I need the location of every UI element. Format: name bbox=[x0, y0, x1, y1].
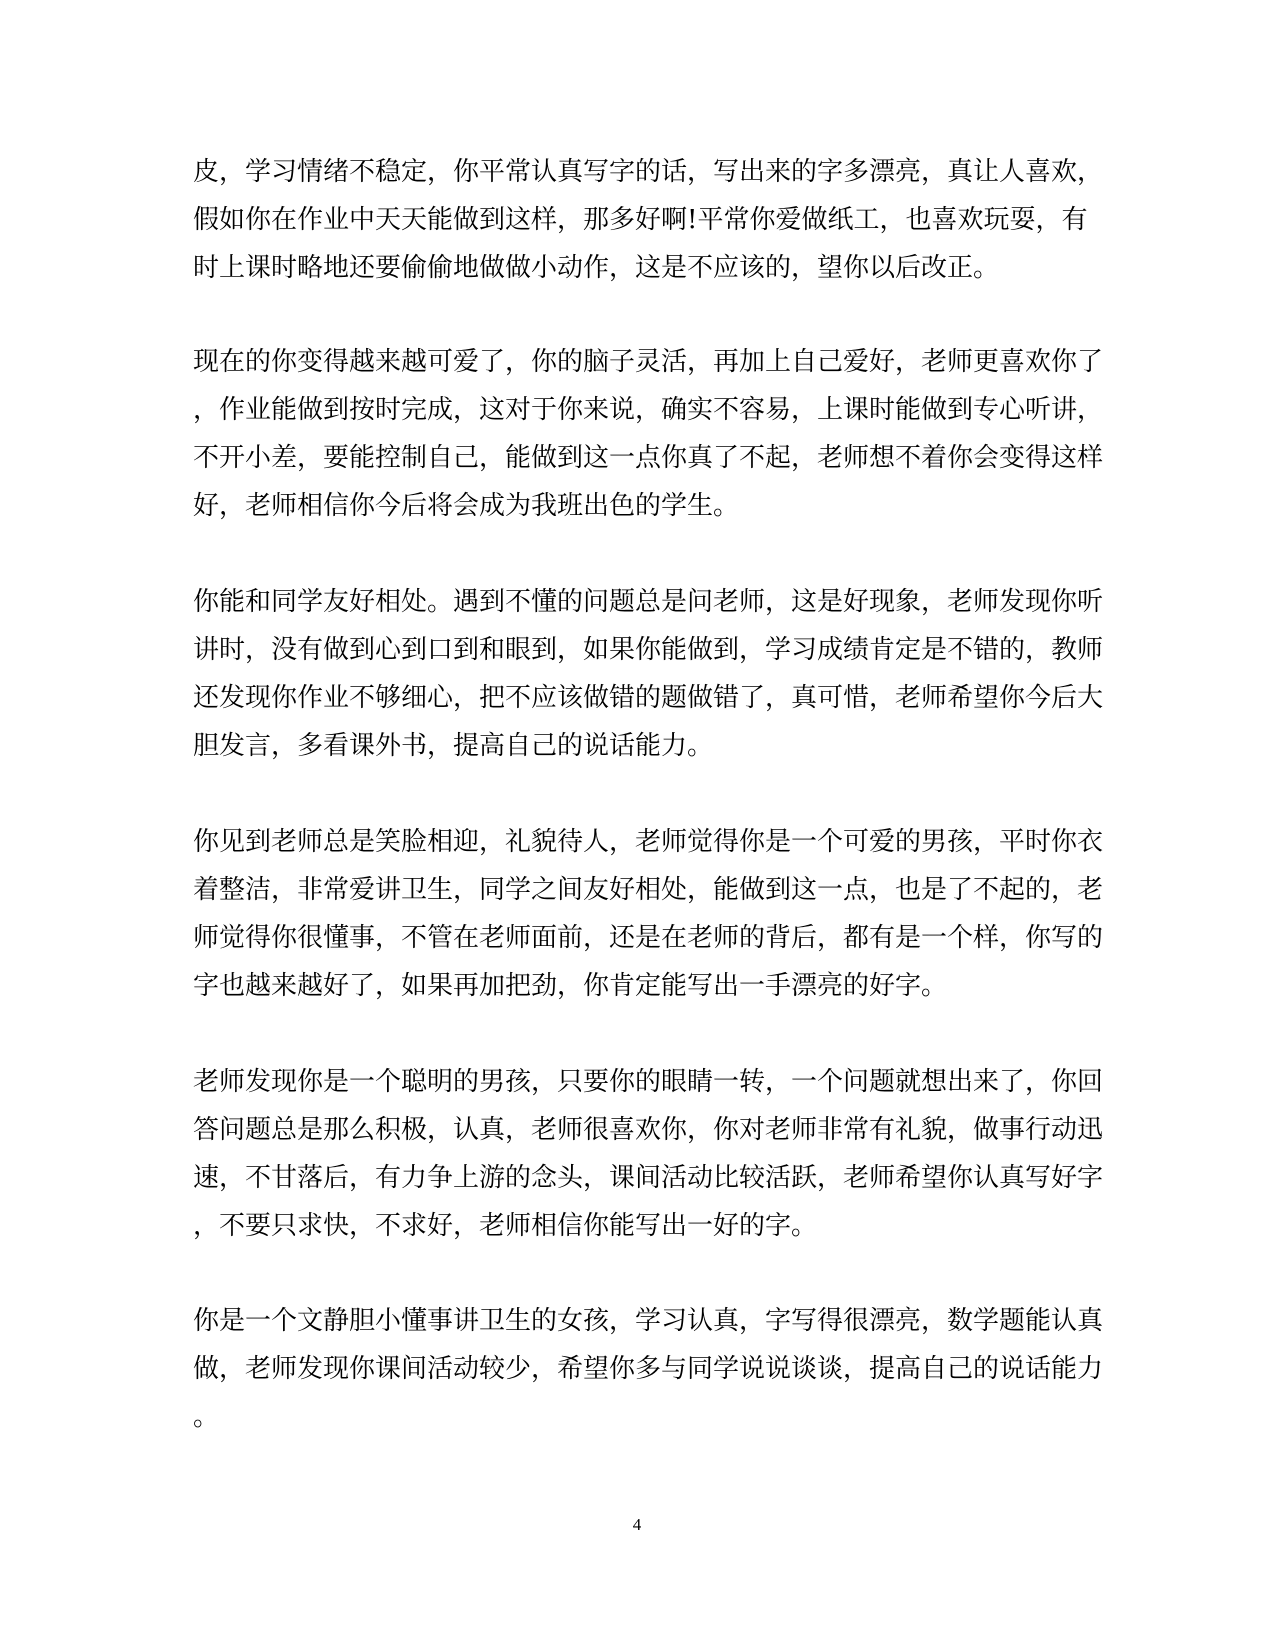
paragraph-line: 时上课时略地还要偷偷地做做小动作，这是不应该的，望你以后改正。 bbox=[193, 253, 1000, 283]
paragraph-line: ，不要只求快，不求好，老师相信你能写出一好的字。 bbox=[193, 1211, 818, 1241]
paragraph-line: 师觉得你很懂事，不管在老师面前，还是在老师的背后，都有是一个样，你写的 bbox=[193, 923, 1104, 953]
paragraph-line: 着整洁，非常爱讲卫生，同学之间友好相处，能做到这一点，也是了不起的，老 bbox=[193, 875, 1104, 905]
page-number: 4 bbox=[632, 1515, 642, 1534]
paragraph-line: 。 bbox=[193, 1402, 220, 1432]
paragraph-line: 好，老师相信你今后将会成为我班出色的学生。 bbox=[193, 491, 740, 521]
paragraph-line: ，作业能做到按时完成，这对于你来说，确实不容易，上课时能做到专心听讲， bbox=[193, 395, 1104, 425]
paragraph-line: 皮，学习情绪不稳定，你平常认真写字的话，写出来的字多漂亮，真让人喜欢， bbox=[193, 157, 1104, 187]
paragraph-line: 假如你在作业中天天能做到这样，那多好啊!平常你爱做纸工，也喜欢玩耍，有 bbox=[193, 205, 1088, 235]
paragraph-line: 胆发言，多看课外书，提高自己的说话能力。 bbox=[193, 731, 714, 761]
paragraph-line: 老师发现你是一个聪明的男孩，只要你的眼睛一转，一个问题就想出来了，你回 bbox=[193, 1067, 1104, 1097]
paragraph-line: 答问题总是那么积极，认真，老师很喜欢你，你对老师非常有礼貌，做事行动迅 bbox=[193, 1115, 1104, 1145]
paragraph-line: 你能和同学友好相处。遇到不懂的问题总是问老师，这是好现象，老师发现你听 bbox=[193, 587, 1104, 617]
paragraph-line: 字也越来越好了，如果再加把劲，你肯定能写出一手漂亮的好字。 bbox=[193, 971, 948, 1001]
paragraph-line: 现在的你变得越来越可爱了，你的脑子灵活，再加上自己爱好，老师更喜欢你了 bbox=[193, 347, 1104, 377]
paragraph-line: 你见到老师总是笑脸相迎，礼貌待人，老师觉得你是一个可爱的男孩，平时你衣 bbox=[193, 827, 1104, 857]
paragraph-line: 速，不甘落后，有力争上游的念头，课间活动比较活跃，老师希望你认真写好字 bbox=[193, 1163, 1104, 1193]
paragraph-line: 还发现你作业不够细心，把不应该做错的题做错了，真可惜，老师希望你今后大 bbox=[193, 683, 1104, 713]
paragraph-line: 你是一个文静胆小懂事讲卫生的女孩，学习认真，字写得很漂亮，数学题能认真 bbox=[193, 1306, 1104, 1336]
paragraph-line: 不开小差，要能控制自己，能做到这一点你真了不起，老师想不着你会变得这样 bbox=[193, 443, 1104, 473]
paragraph-line: 讲时，没有做到心到口到和眼到，如果你能做到，学习成绩肯定是不错的，教师 bbox=[193, 635, 1104, 665]
paragraph-line: 做，老师发现你课间活动较少，希望你多与同学说说谈谈，提高自己的说话能力 bbox=[193, 1354, 1104, 1384]
